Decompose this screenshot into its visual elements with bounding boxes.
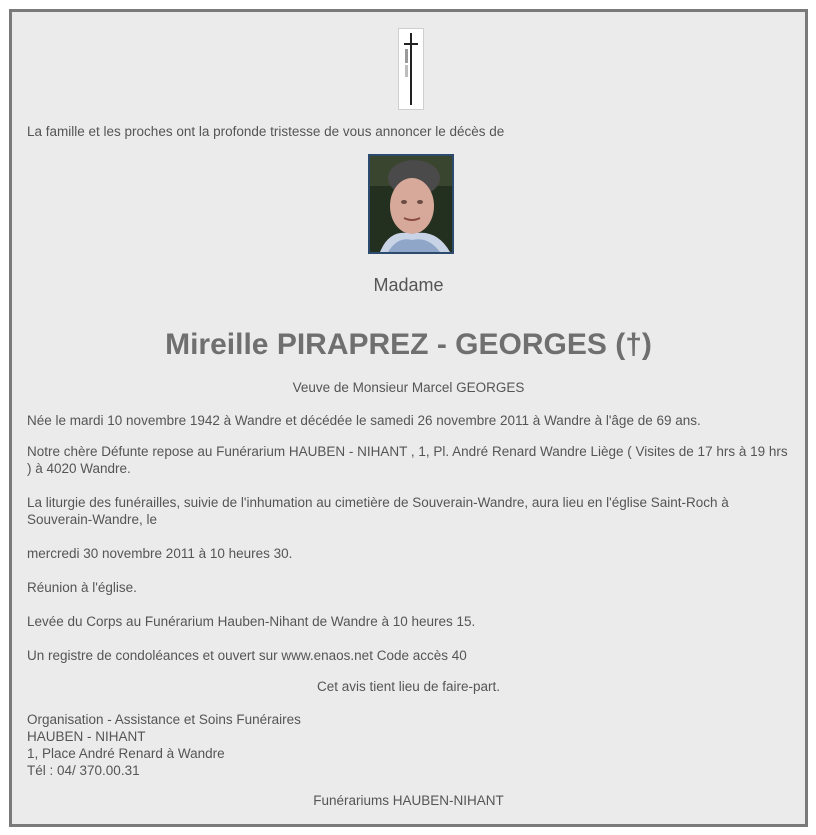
cross-icon: [398, 28, 424, 110]
ceremony-datetime: mercredi 30 novembre 2011 à 10 heures 30.: [27, 546, 293, 561]
portrait-photo: [368, 154, 454, 254]
meeting-text: Réunion à l'église.: [27, 580, 137, 595]
organisation-address: 1, Place André Renard à Wandre: [27, 746, 225, 761]
registry-text: Un registre de condoléances et ouvert sur www.enaos.net Code accès 40: [27, 648, 467, 663]
levee-text: Levée du Corps au Funérarium Hauben-Nihant de Wandre à 10 heures 15.: [27, 614, 476, 629]
notice-text: Cet avis tient lieu de faire-part.: [316, 679, 501, 694]
liturgy-text: La liturgie des funérailles, suivie de l'inhumation au cimetière de Souverain-Wandre, aura lieu en l'église Saint-Roch à Souverain-Wandre, le: [27, 495, 729, 527]
organisation-block: [27, 711, 792, 779]
widow-of: Veuve de Monsieur Marcel GEORGES: [292, 380, 525, 395]
deceased-name: Mireille PIRAPREZ - GEORGES (†): [165, 328, 652, 361]
organisation-phone: Tél : 04/ 370.00.31: [27, 763, 140, 778]
rest-text: Notre chère Défunte repose au Funérarium HAUBEN - NIHANT , 1, Pl. André Renard Wandre Liège ( Visites de 17 hrs à 19 hrs ) à 4020 Wandre.: [27, 444, 788, 476]
salutation: Madame: [373, 275, 444, 295]
organisation-name: HAUBEN - NIHANT: [27, 729, 146, 744]
birth-death-text: Née le mardi 10 novembre 1942 à Wandre et décédée le samedi 26 novembre 2011 à Wandre à l'âge de 69 ans.: [27, 413, 701, 428]
footer-text: Funérariums HAUBEN-NIHANT: [313, 793, 504, 808]
organisation-line: Organisation - Assistance et Soins Funéraires: [27, 712, 301, 727]
obituary-frame: [9, 9, 808, 827]
intro-text: La famille et les proches ont la profonde tristesse de vous annoncer le décès de: [27, 124, 505, 139]
